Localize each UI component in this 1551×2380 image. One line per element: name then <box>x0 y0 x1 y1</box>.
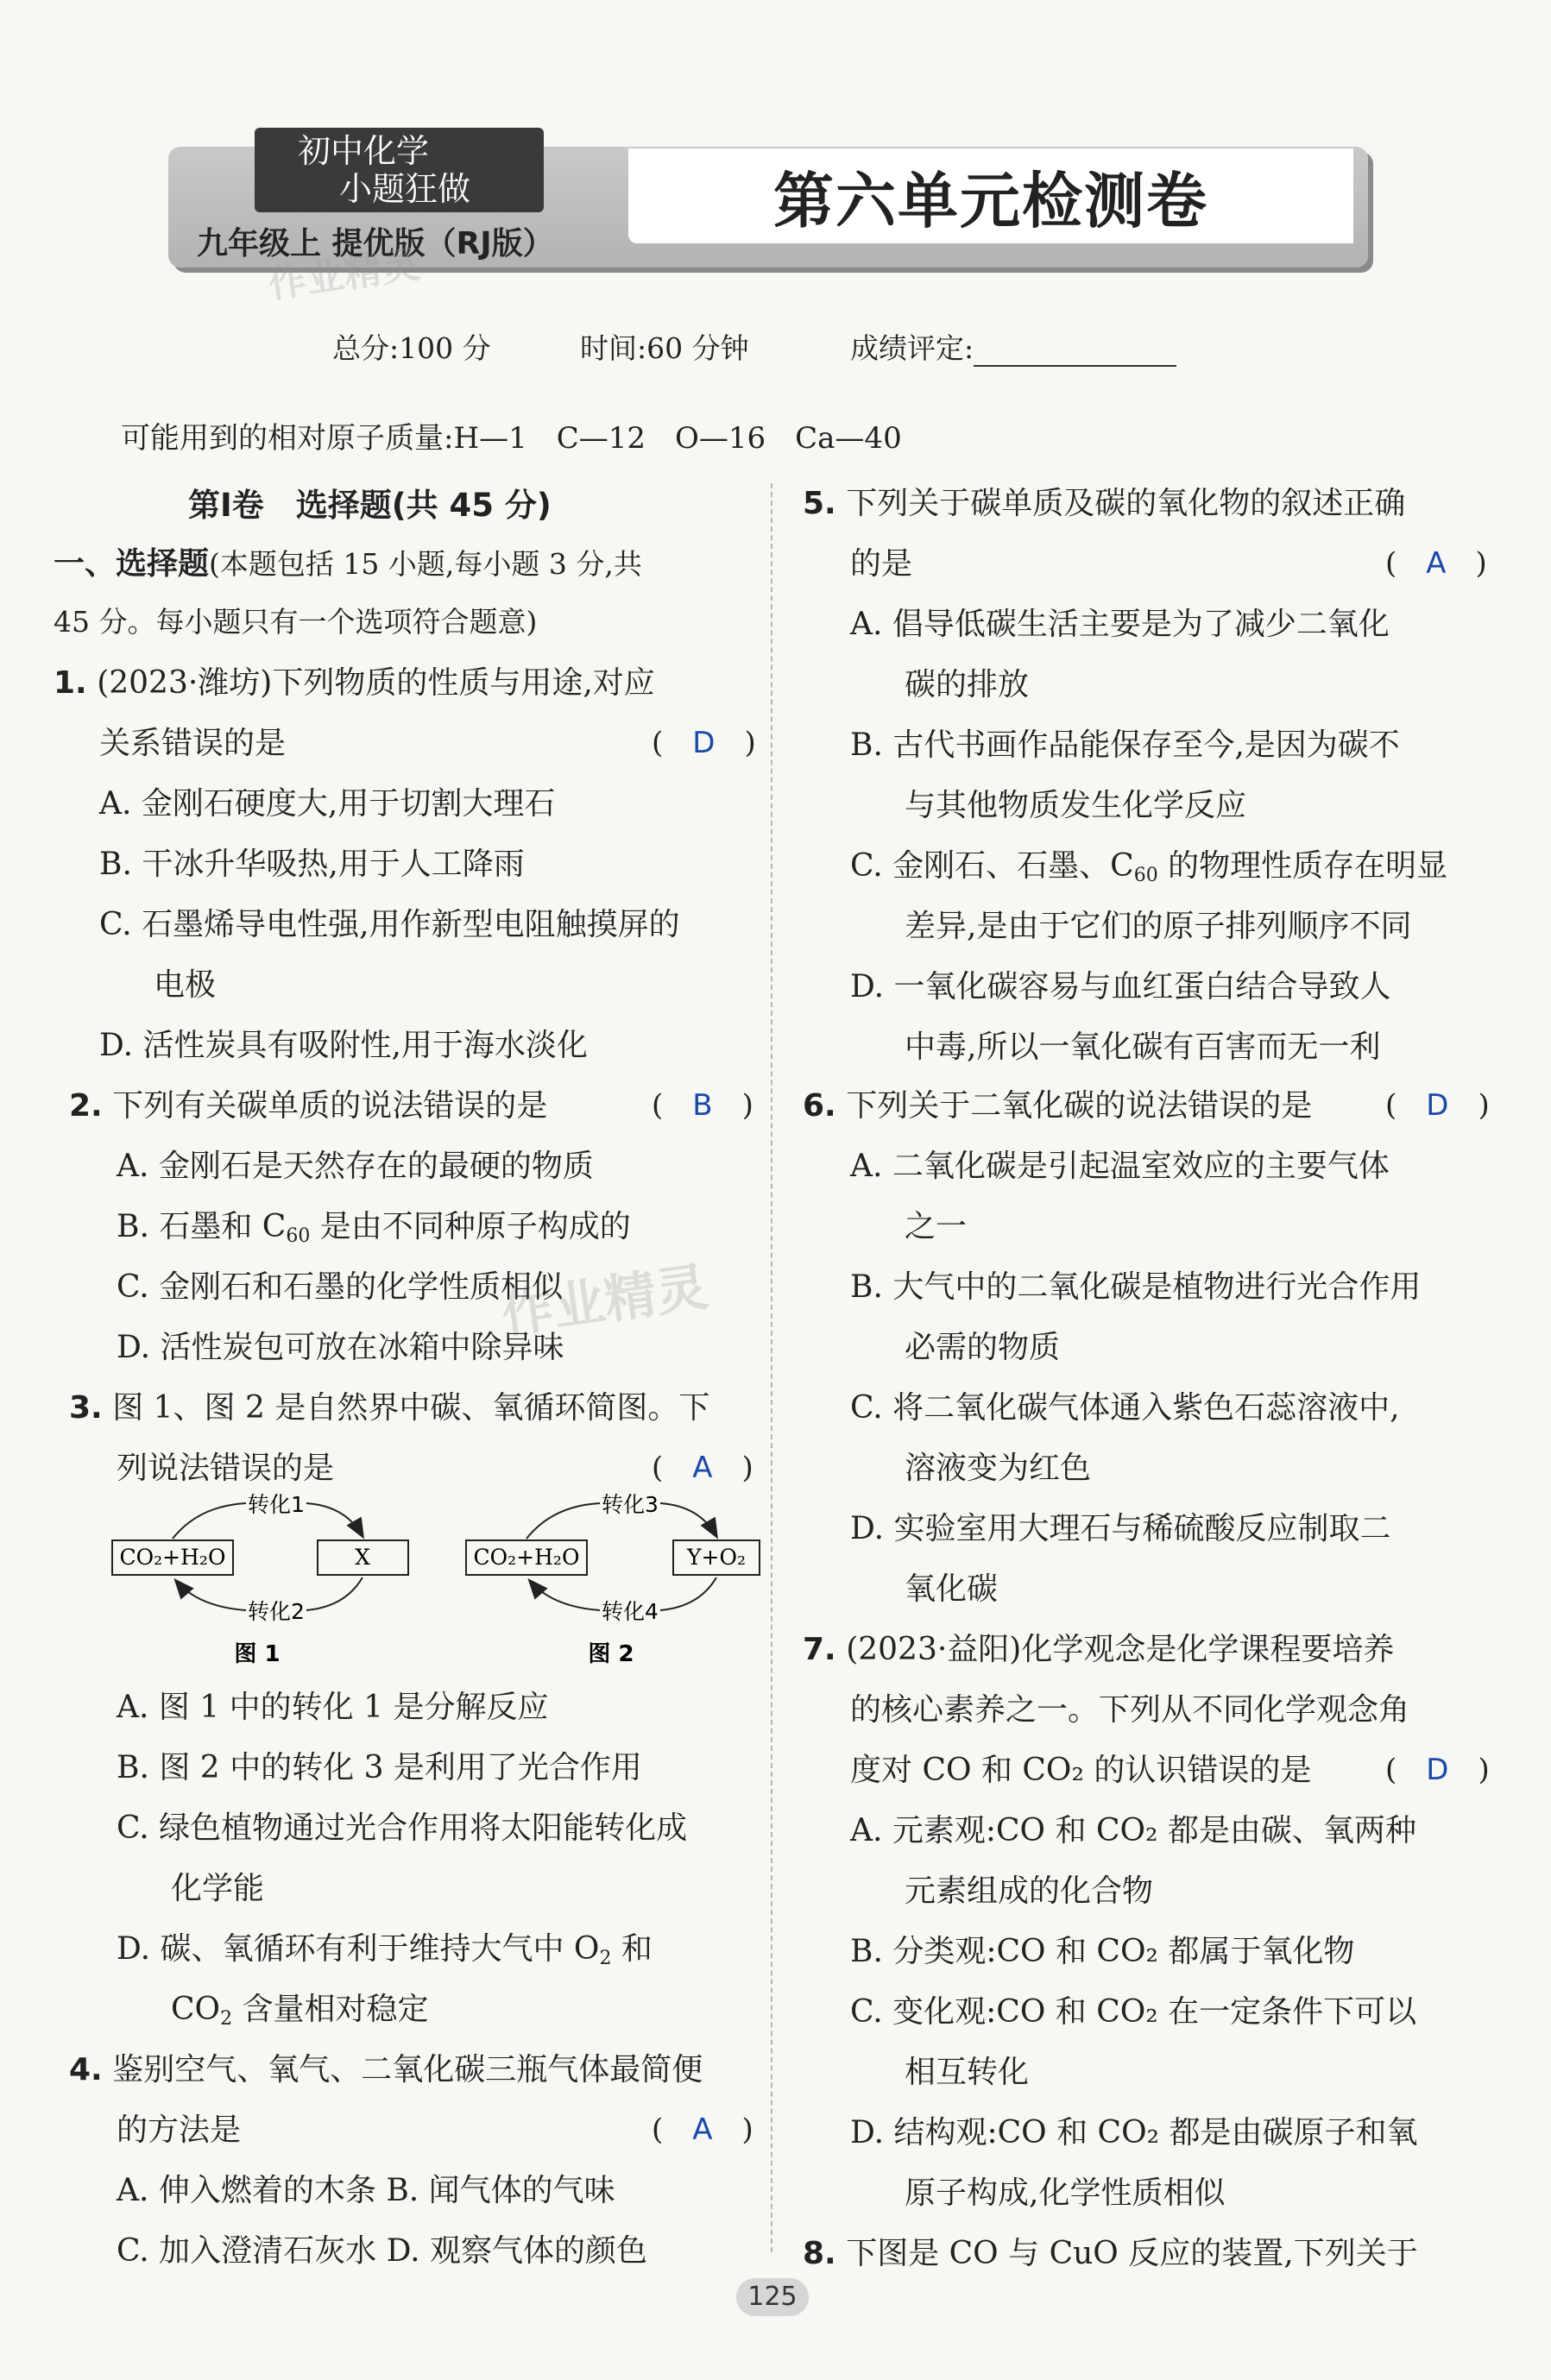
q3-answer: ( A ) <box>652 1451 753 1485</box>
score-field[interactable] <box>850 326 1176 367</box>
score-label: 成绩评定: <box>850 331 974 365</box>
series-label <box>255 128 544 212</box>
q5-stem-2: 的是 <box>850 546 913 582</box>
q1-stem-2: 关系错误的是 <box>99 726 287 761</box>
series-line-2: 小题狂做 <box>339 170 471 208</box>
q7-option-b: B. 分类观:CO 和 CO₂ 都属于氧化物 <box>850 1934 1355 1969</box>
q4-stem <box>69 2045 703 2089</box>
figure-1 <box>112 1492 408 1667</box>
watermark-center: 作业精灵 <box>497 1256 712 1346</box>
q7-answer-value: D <box>1426 1753 1449 1787</box>
q3-option-a: A. 图 1 中的转化 1 是分解反应 <box>117 1690 549 1725</box>
q4-answer-value: A <box>692 2112 713 2147</box>
fig2-top-label: 转化3 <box>602 1492 659 1517</box>
fig2-bottom-label: 转化4 <box>602 1599 659 1624</box>
q3-option-d-sub: 2 <box>599 1948 612 1969</box>
q6-option-a-cont: 之一 <box>905 1209 968 1244</box>
fig2-top-arc-right <box>660 1503 716 1536</box>
q5-option-a: A. 倡导低碳生活主要是为了减少二氧化 <box>850 607 1390 642</box>
q5-option-d-cont: 中毒,所以一氧化碳有百害而无一利 <box>905 1029 1381 1065</box>
q2-stem <box>69 1081 547 1125</box>
fig1-bottom-arc-left <box>176 1581 246 1610</box>
q5-number: 5. <box>803 486 836 521</box>
q5-stem <box>803 479 1405 523</box>
q4-number: 4. <box>69 2052 103 2087</box>
q2-option-a: A. 金刚石是天然存在的最硬的物质 <box>117 1149 594 1184</box>
total-score: 总分:100 分 <box>332 331 491 365</box>
q3-option-d2-sub: 2 <box>220 2008 233 2030</box>
part-label: 一、选择题 <box>54 546 210 582</box>
q5-option-d: D. 一氧化碳容易与血红蛋白结合导致人 <box>850 969 1391 1004</box>
fig2-bottom-arc-right <box>660 1577 716 1610</box>
q5-option-c-pre: C. 金刚石、石墨、C <box>850 848 1134 884</box>
q1-answer: ( D ) <box>652 726 756 760</box>
q3-option-c: C. 绿色植物通过光合作用将太阳能转化成 <box>117 1810 688 1846</box>
part-note-1: (本题包括 15 小题,每小题 3 分,共 <box>209 547 642 581</box>
score-blank[interactable] <box>974 339 1176 367</box>
q1-option-c-cont: 电极 <box>154 967 217 1003</box>
q1-option-c: C. 石墨烯导电性强,用作新型电阻触摸屏的 <box>99 907 680 942</box>
fig1-caption: 图 1 <box>234 1641 281 1667</box>
q7-option-a: A. 元素观:CO 和 CO₂ 都是由碳、氧两种 <box>850 1813 1416 1848</box>
q6-answer: ( D ) <box>1385 1088 1490 1123</box>
fig1-top-arc-right <box>306 1503 363 1536</box>
q7-answer: ( D ) <box>1385 1753 1490 1787</box>
page-title: 第六单元检测卷 <box>773 165 1208 236</box>
fig1-left-label: CO₂+H₂O <box>119 1545 226 1570</box>
q3-option-d-pre: D. 碳、氧循环有利于维持大气中 O <box>117 1931 600 1967</box>
q5-answer: ( A ) <box>1385 546 1487 581</box>
q8-stem-text: 下图是 CO 与 CuO 反应的装置,下列关于 <box>846 2236 1418 2271</box>
fig2-bottom-arc-left <box>530 1581 600 1610</box>
q1-option-d: D. 活性炭具有吸附性,用于海水淡化 <box>99 1028 588 1063</box>
q7-option-d-cont: 原子构成,化学性质相似 <box>905 2175 1226 2211</box>
q5-answer-value: A <box>1426 546 1447 581</box>
fig2-left-label: CO₂+H₂O <box>473 1545 580 1570</box>
q7-stem-3: 度对 CO 和 CO₂ 的认识错误的是 <box>850 1753 1312 1788</box>
q6-option-a: A. 二氧化碳是引起温室效应的主要气体 <box>850 1149 1390 1184</box>
part-note-2: 45 分。每小题只有一个选项符合题意) <box>54 605 538 639</box>
q1-option-a: A. 金刚石硬度大,用于切割大理石 <box>99 786 556 822</box>
q3-option-d2-pre: CO <box>171 1992 221 2027</box>
q5-stem-1: 下列关于碳单质及碳的氧化物的叙述正确 <box>846 486 1406 521</box>
q2-answer-value: B <box>692 1088 713 1123</box>
q5-option-b: B. 古代书画作品能保存至今,是因为碳不 <box>850 727 1400 763</box>
q5-option-c-sub: 60 <box>1133 865 1158 886</box>
q1-number: 1. <box>54 665 87 701</box>
fig1-bottom-arc-right <box>306 1577 363 1610</box>
q3-option-d2-post: 含量相对稳定 <box>232 1992 429 2027</box>
q2-answer: ( B ) <box>652 1088 753 1123</box>
q6-number: 6. <box>803 1088 836 1124</box>
q7-number: 7. <box>803 1632 836 1667</box>
grade-label: 九年级上 提优版（RJ版） <box>197 226 554 261</box>
q1-stem <box>54 658 655 702</box>
q3-stem-1: 图 1、图 2 是自然界中碳、氧循环简图。下 <box>112 1390 710 1426</box>
part-heading <box>54 539 642 583</box>
q1-answer-value: D <box>692 726 716 760</box>
q4-options-cd: C. 加入澄清石灰水 D. 观察气体的颜色 <box>117 2233 648 2269</box>
q2-stem-text: 下列有关碳单质的说法错误的是 <box>112 1088 548 1124</box>
q2-number: 2. <box>69 1088 103 1124</box>
q5-option-b-cont: 与其他物质发生化学反应 <box>905 788 1247 823</box>
watermark: 作业精灵 <box>265 242 423 307</box>
q4-answer: ( A ) <box>652 2112 753 2147</box>
q6-answer-value: D <box>1426 1088 1449 1123</box>
q3-option-d-cont <box>171 1985 429 2030</box>
series-line-1: 初中化学 <box>298 132 430 170</box>
q6-stem <box>803 1081 1312 1125</box>
q2-option-b-post: 是由不同种原子构成的 <box>310 1209 631 1244</box>
q4-stem-2: 的方法是 <box>117 2112 242 2148</box>
q7-option-c-cont: 相互转化 <box>905 2055 1030 2090</box>
q3-stem-2: 列说法错误的是 <box>117 1451 335 1486</box>
q3-option-d <box>117 1924 653 1969</box>
q3-answer-value: A <box>692 1451 713 1485</box>
cycle-diagram <box>104 1484 768 1674</box>
q5-option-a-cont: 碳的排放 <box>905 667 1030 702</box>
q7-stem-2: 的核心素养之一。下列从不同化学观念角 <box>850 1692 1410 1728</box>
q7-option-c: C. 变化观:CO 和 CO₂ 在一定条件下可以 <box>850 1994 1417 2030</box>
q7-stem-1: (2023·益阳)化学观念是化学课程要培养 <box>846 1632 1395 1667</box>
q6-option-b-cont: 必需的物质 <box>905 1330 1061 1365</box>
q3-stem <box>69 1383 709 1427</box>
q6-option-b: B. 大气中的二氧化碳是植物进行光合作用 <box>850 1269 1422 1305</box>
q7-option-a-cont: 元素组成的化合物 <box>905 1873 1154 1909</box>
fig2-right-label: Y+O₂ <box>687 1545 746 1570</box>
q1-stem-1: (2023·潍坊)下列物质的性质与用途,对应 <box>97 665 655 701</box>
q7-stem <box>803 1625 1394 1669</box>
time-limit: 时间:60 分钟 <box>580 331 749 365</box>
title-box <box>628 148 1353 243</box>
q8-number: 8. <box>803 2236 836 2271</box>
q2-option-b <box>117 1202 631 1247</box>
atomic-masses: 可能用到的相对原子质量:H—1 C—12 O—16 Ca—40 <box>121 421 902 456</box>
figure-2 <box>466 1492 760 1667</box>
fig2-caption: 图 2 <box>588 1641 634 1667</box>
q8-stem <box>803 2229 1418 2273</box>
q2-option-d: D. 活性炭包可放在冰箱中除异味 <box>117 1330 564 1365</box>
fig1-top-label: 转化1 <box>248 1492 305 1517</box>
q6-option-c-cont: 溶液变为红色 <box>905 1451 1092 1486</box>
q3-number: 3. <box>69 1390 103 1426</box>
column-divider <box>771 483 772 2252</box>
q6-stem-text: 下列关于二氧化碳的说法错误的是 <box>846 1088 1313 1124</box>
q4-options-ab: A. 伸入燃着的木条 B. 闻气体的气味 <box>117 2173 615 2208</box>
fig1-right-label: X <box>355 1545 370 1570</box>
q1-option-b: B. 干冰升华吸热,用于人工降雨 <box>99 847 525 882</box>
fig1-top-arc-left <box>173 1503 246 1539</box>
q5-option-c-cont: 差异,是由于它们的原子排列顺序不同 <box>905 909 1412 944</box>
q6-option-d-cont: 氧化碳 <box>905 1571 999 1607</box>
section-title: 第Ⅰ卷 选择题(共 45 分) <box>188 487 552 524</box>
q2-option-b-sub: 60 <box>286 1225 311 1247</box>
q3-option-b: B. 图 2 中的转化 3 是利用了光合作用 <box>117 1750 642 1785</box>
q4-stem-1: 鉴别空气、氧气、二氧化碳三瓶气体最简便 <box>112 2052 703 2087</box>
q2-option-c: C. 金刚石和石墨的化学性质相似 <box>117 1269 564 1305</box>
page-number: 125 <box>736 2278 809 2316</box>
q2-option-b-pre: B. 石墨和 C <box>117 1209 287 1244</box>
q7-option-d: D. 结构观:CO 和 CO₂ 都是由碳原子和氧 <box>850 2115 1418 2150</box>
q3-option-c-cont: 化学能 <box>171 1871 265 1906</box>
q3-option-d-post: 和 <box>611 1931 653 1967</box>
q6-option-d: D. 实验室用大理石与稀硫酸反应制取二 <box>850 1511 1391 1546</box>
q6-option-c: C. 将二氧化碳气体通入紫色石蕊溶液中, <box>850 1390 1400 1426</box>
fig1-bottom-label: 转化2 <box>248 1599 305 1624</box>
q5-option-c-post: 的物理性质存在明显 <box>1157 848 1448 884</box>
fig2-top-arc-left <box>526 1503 600 1539</box>
q5-option-c <box>850 841 1447 886</box>
